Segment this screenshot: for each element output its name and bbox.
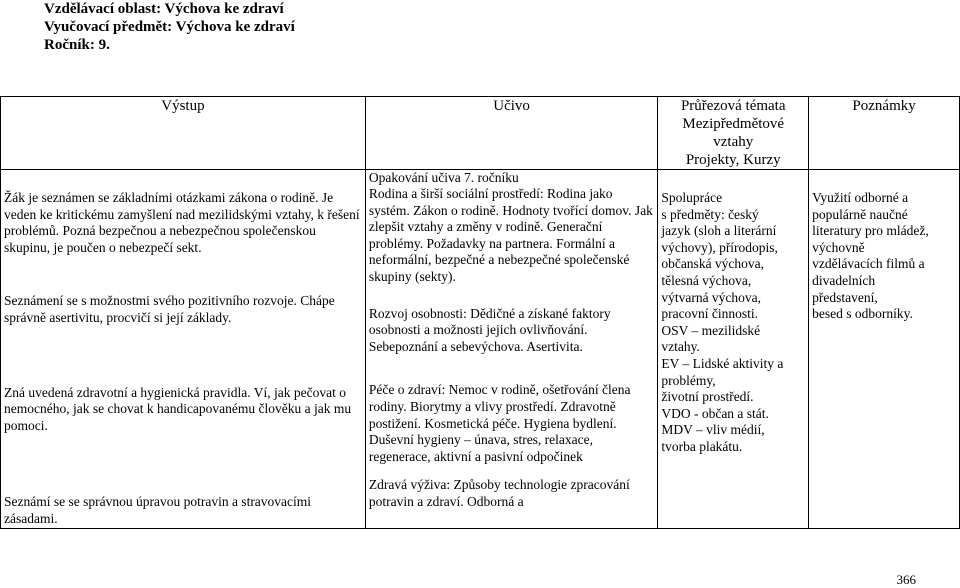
header-subject: Vyučovací předmět: Výchova ke zdraví	[44, 19, 295, 35]
prurez-line: jazyk (sloh a literární	[661, 223, 777, 239]
vystup-block: Zná uvedená zdravotní a hygienická pravidla. Ví, jak pečovat o nemocného, jak se chovat k handicapovanému člověku a jak mu pomoci.	[4, 384, 352, 433]
prurez-line: problémy,	[661, 372, 716, 388]
header-prurez	[658, 97, 809, 170]
poznamky-cell	[809, 170, 960, 529]
header-prurez-line: Mezipředmětové	[682, 116, 785, 132]
header-prurez-line: vztahy	[713, 134, 754, 150]
table-body-row	[1, 170, 960, 529]
ucivo-block: Zdravá výživa: Způsoby technologie zpracování potravin a zdraví. Odborná a	[368, 477, 630, 509]
ucivo-heading: Opakování učiva 7. ročníku	[368, 170, 519, 185]
prurez-cell	[658, 170, 809, 529]
ucivo-block: Rozvoj osobnosti: Dědičné a získané faktory osobnosti a možnosti jejich ovlivňování. Sebepoznání a sebevýchova. Asertivita.	[368, 305, 611, 354]
poznamky-line: představení,	[812, 289, 878, 305]
vystup-block: Žák je seznámen se základními otázkami zákona o rodině. Je veden ke kritickému zamyšlení nad mezilidskými vztahy, k řešení problémů. Pozná bezpečnou a nebezpečnou společenskou skupinu, je poučen o nebezpečí sekt.	[4, 190, 360, 255]
prurez-line: EV – Lidské aktivity a	[661, 355, 784, 371]
document-header	[44, 0, 295, 54]
poznamky-line: besed s odborníky.	[812, 306, 913, 322]
poznamky-line: populárně naučné	[812, 206, 908, 222]
header-prurez-line: Průřezová témata	[680, 98, 786, 114]
poznamky-line: výchovně	[812, 239, 865, 255]
header-poznamky-label: Poznámky	[852, 98, 916, 114]
prurez-line: tělesná výchova,	[661, 272, 752, 288]
prurez-line: OSV – mezilidské	[661, 322, 761, 338]
ucivo-cell	[365, 170, 657, 529]
vystup-block: Seznámení se s možnostmi svého pozitivního rozvoje. Chápe správně asertivitu, procvičí si její základy.	[4, 293, 335, 325]
prurez-line: výchovy), přírodopis,	[661, 239, 778, 255]
header-ucivo	[365, 97, 657, 170]
vystup-cell	[1, 170, 366, 529]
prurez-line: občanská výchova,	[661, 256, 765, 272]
header-grade: Ročník: 9.	[44, 37, 110, 53]
prurez-line: výtvarná výchova,	[661, 289, 762, 305]
header-vystup	[1, 97, 366, 170]
poznamky-line: literatury pro mládež,	[812, 223, 929, 239]
prurez-line: Spolupráce	[661, 190, 723, 205]
header-vystup-label: Výstup	[161, 98, 205, 114]
curriculum-table	[0, 96, 960, 529]
ucivo-block: Rodina a širší sociální prostředí: Rodina jako systém. Zákon o rodině. Hodnoty tvořící domov. Jak zlepšit vztahy a změny v rodině. Generační problémy. Požadavky na partnera. Formální a neformální, bezpečné a nebezpečné společenské skupiny (sekty).	[368, 186, 653, 284]
prurez-line: tvorba plakátu.	[661, 438, 743, 454]
poznamky-line: vzdělávacích filmů a	[812, 256, 925, 272]
prurez-line: MDV – vliv médií,	[661, 422, 765, 438]
header-prurez-line: Projekty, Kurzy	[685, 152, 781, 168]
poznamky-line: Využití odborné a	[812, 190, 909, 205]
prurez-line: pracovní činnosti.	[661, 306, 759, 322]
header-area: Vzdělávací oblast: Výchova ke zdraví	[44, 1, 284, 17]
ucivo-block: Péče o zdraví: Nemoc v rodině, ošetřování člena rodiny. Biorytmy a vlivy prostředí. Zdravotně postižení. Kosmetická péče. Hygiena bydlení. Duševní hygieny – únava, stres, relaxace, regenerace, aktivní a pasivní odpočinek	[368, 382, 631, 464]
table-header-row	[1, 97, 960, 170]
prurez-line: VDO - občan a stát.	[661, 405, 769, 421]
prurez-line: vztahy.	[661, 339, 700, 355]
prurez-line: životní prostředí.	[661, 389, 754, 405]
prurez-line: s předměty: český	[661, 206, 759, 222]
vystup-block: Seznámí se se správnou úpravou potravin a stravovacími zásadami.	[4, 494, 312, 526]
poznamky-line: divadelních	[812, 272, 876, 288]
header-ucivo-label: Učivo	[493, 98, 530, 114]
header-poznamky	[809, 97, 960, 170]
page-number: 366	[896, 572, 916, 587]
